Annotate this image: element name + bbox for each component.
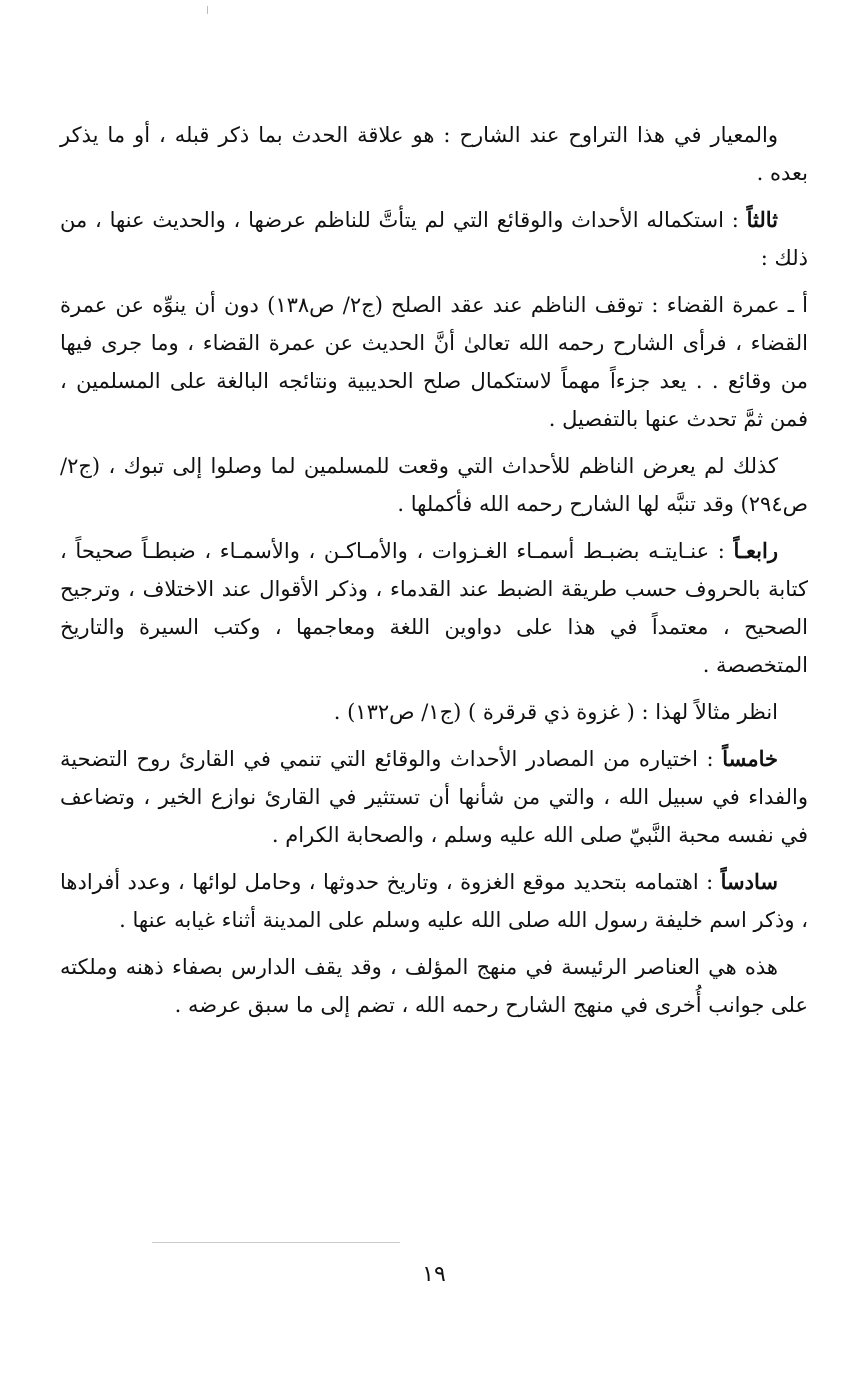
section-label-fourth: رابعـاً bbox=[733, 538, 778, 563]
scan-mark bbox=[207, 6, 208, 14]
paragraph-text: : استكماله الأحداث والوقائع التي لم يتأتَّ للناظم عرضها ، والحديث عنها ، من ذلك : bbox=[60, 208, 808, 270]
paragraph-umrat-al-qada bbox=[60, 286, 808, 438]
paragraph-tabuk bbox=[60, 447, 808, 523]
paragraph-third bbox=[60, 201, 808, 277]
section-label-sixth: سادساً bbox=[720, 869, 778, 894]
paragraph-conclusion bbox=[60, 948, 808, 1024]
paragraph-text: هذه هي العناصر الرئيسة في منهج المؤلف ، وقد يقف الدارس بصفاء ذهنه وملكته على جوانب أُخرى في منهج الشارح رحمه الله ، تضم إلى ما سبق عرضه . bbox=[60, 955, 808, 1017]
section-label-fifth: خامساً bbox=[722, 746, 778, 771]
footer-rule bbox=[152, 1242, 400, 1243]
body-text bbox=[60, 116, 808, 1033]
paragraph-criterion bbox=[60, 116, 808, 192]
paragraph-text: انظر مثالاً لهذا : ( غزوة ذي قرقرة ) (ج١/ ص١٣٢) . bbox=[333, 700, 778, 724]
section-label-third: ثالثاً bbox=[746, 207, 778, 232]
paragraph-text: : اهتمامه بتحديد موقع الغزوة ، وتاريخ حدوثها ، وحامل لوائها ، وعدد أفرادها ، وذكر اسم خليفة رسول الله صلى الله عليه وسلم على المدينة أثناء غيابه عنها . bbox=[60, 870, 808, 932]
paragraph-example bbox=[60, 693, 808, 731]
paragraph-fourth bbox=[60, 532, 808, 684]
paragraph-sixth bbox=[60, 863, 808, 939]
paragraph-text: والمعيار في هذا التراوح عند الشارح : هو علاقة الحدث بما ذكر قبله ، أو ما يذكر بعده . bbox=[60, 123, 808, 185]
paragraph-text: أ ـ عمرة القضاء : توقف الناظم عند عقد الصلح (ج٢/ ص١٣٨) دون أن ينوِّه عن عمرة القضاء ، فرأى الشارح رحمه الله تعالىٰ أنَّ الحديث عن عمرة القضاء ، وما جرى فيها من وقائع . . يعد جزءاً مهماً لاستكمال صلح الحديبية ونتائجه البالغة على المسلمين ، فمن ثمَّ تحدث عنها بالتفصيل . bbox=[60, 293, 809, 431]
paragraph-fifth bbox=[60, 740, 808, 854]
paragraph-text: : عنـايتـه بضبـط أسمـاء الغـزوات ، والأمـاكـن ، والأسمـاء ، ضبطـاً صحيحاً ، كتابة بالحروف حسب طريقة الضبط عند القدماء ، وذكر الأقوال عند الاختلاف ، وترجيح الصحيح ، معتمداً في هذا على دواوين اللغة ومعاجمها ، وكتب السيرة والتاريخ المتخصصة . bbox=[60, 539, 808, 677]
paragraph-text: كذلك لم يعرض الناظم للأحداث التي وقعت للمسلمين لما وصلوا إلى تبوك ، (ج٢/ ص٢٩٤) وقد تنبَّه لها الشارح رحمه الله فأكملها . bbox=[60, 454, 808, 516]
paragraph-text: : اختياره من المصادر الأحداث والوقائع التي تنمي في القارئ روح التضحية والفداء في سبيل الله ، والتي من شأنها أن تستثير في القارئ نوازع الخير ، وتضاعف في نفسه محبة النَّبيّ صلى الله عليه وسلم ، والصحابة الكرام . bbox=[60, 747, 808, 847]
page-number: ١٩ bbox=[422, 1262, 446, 1287]
